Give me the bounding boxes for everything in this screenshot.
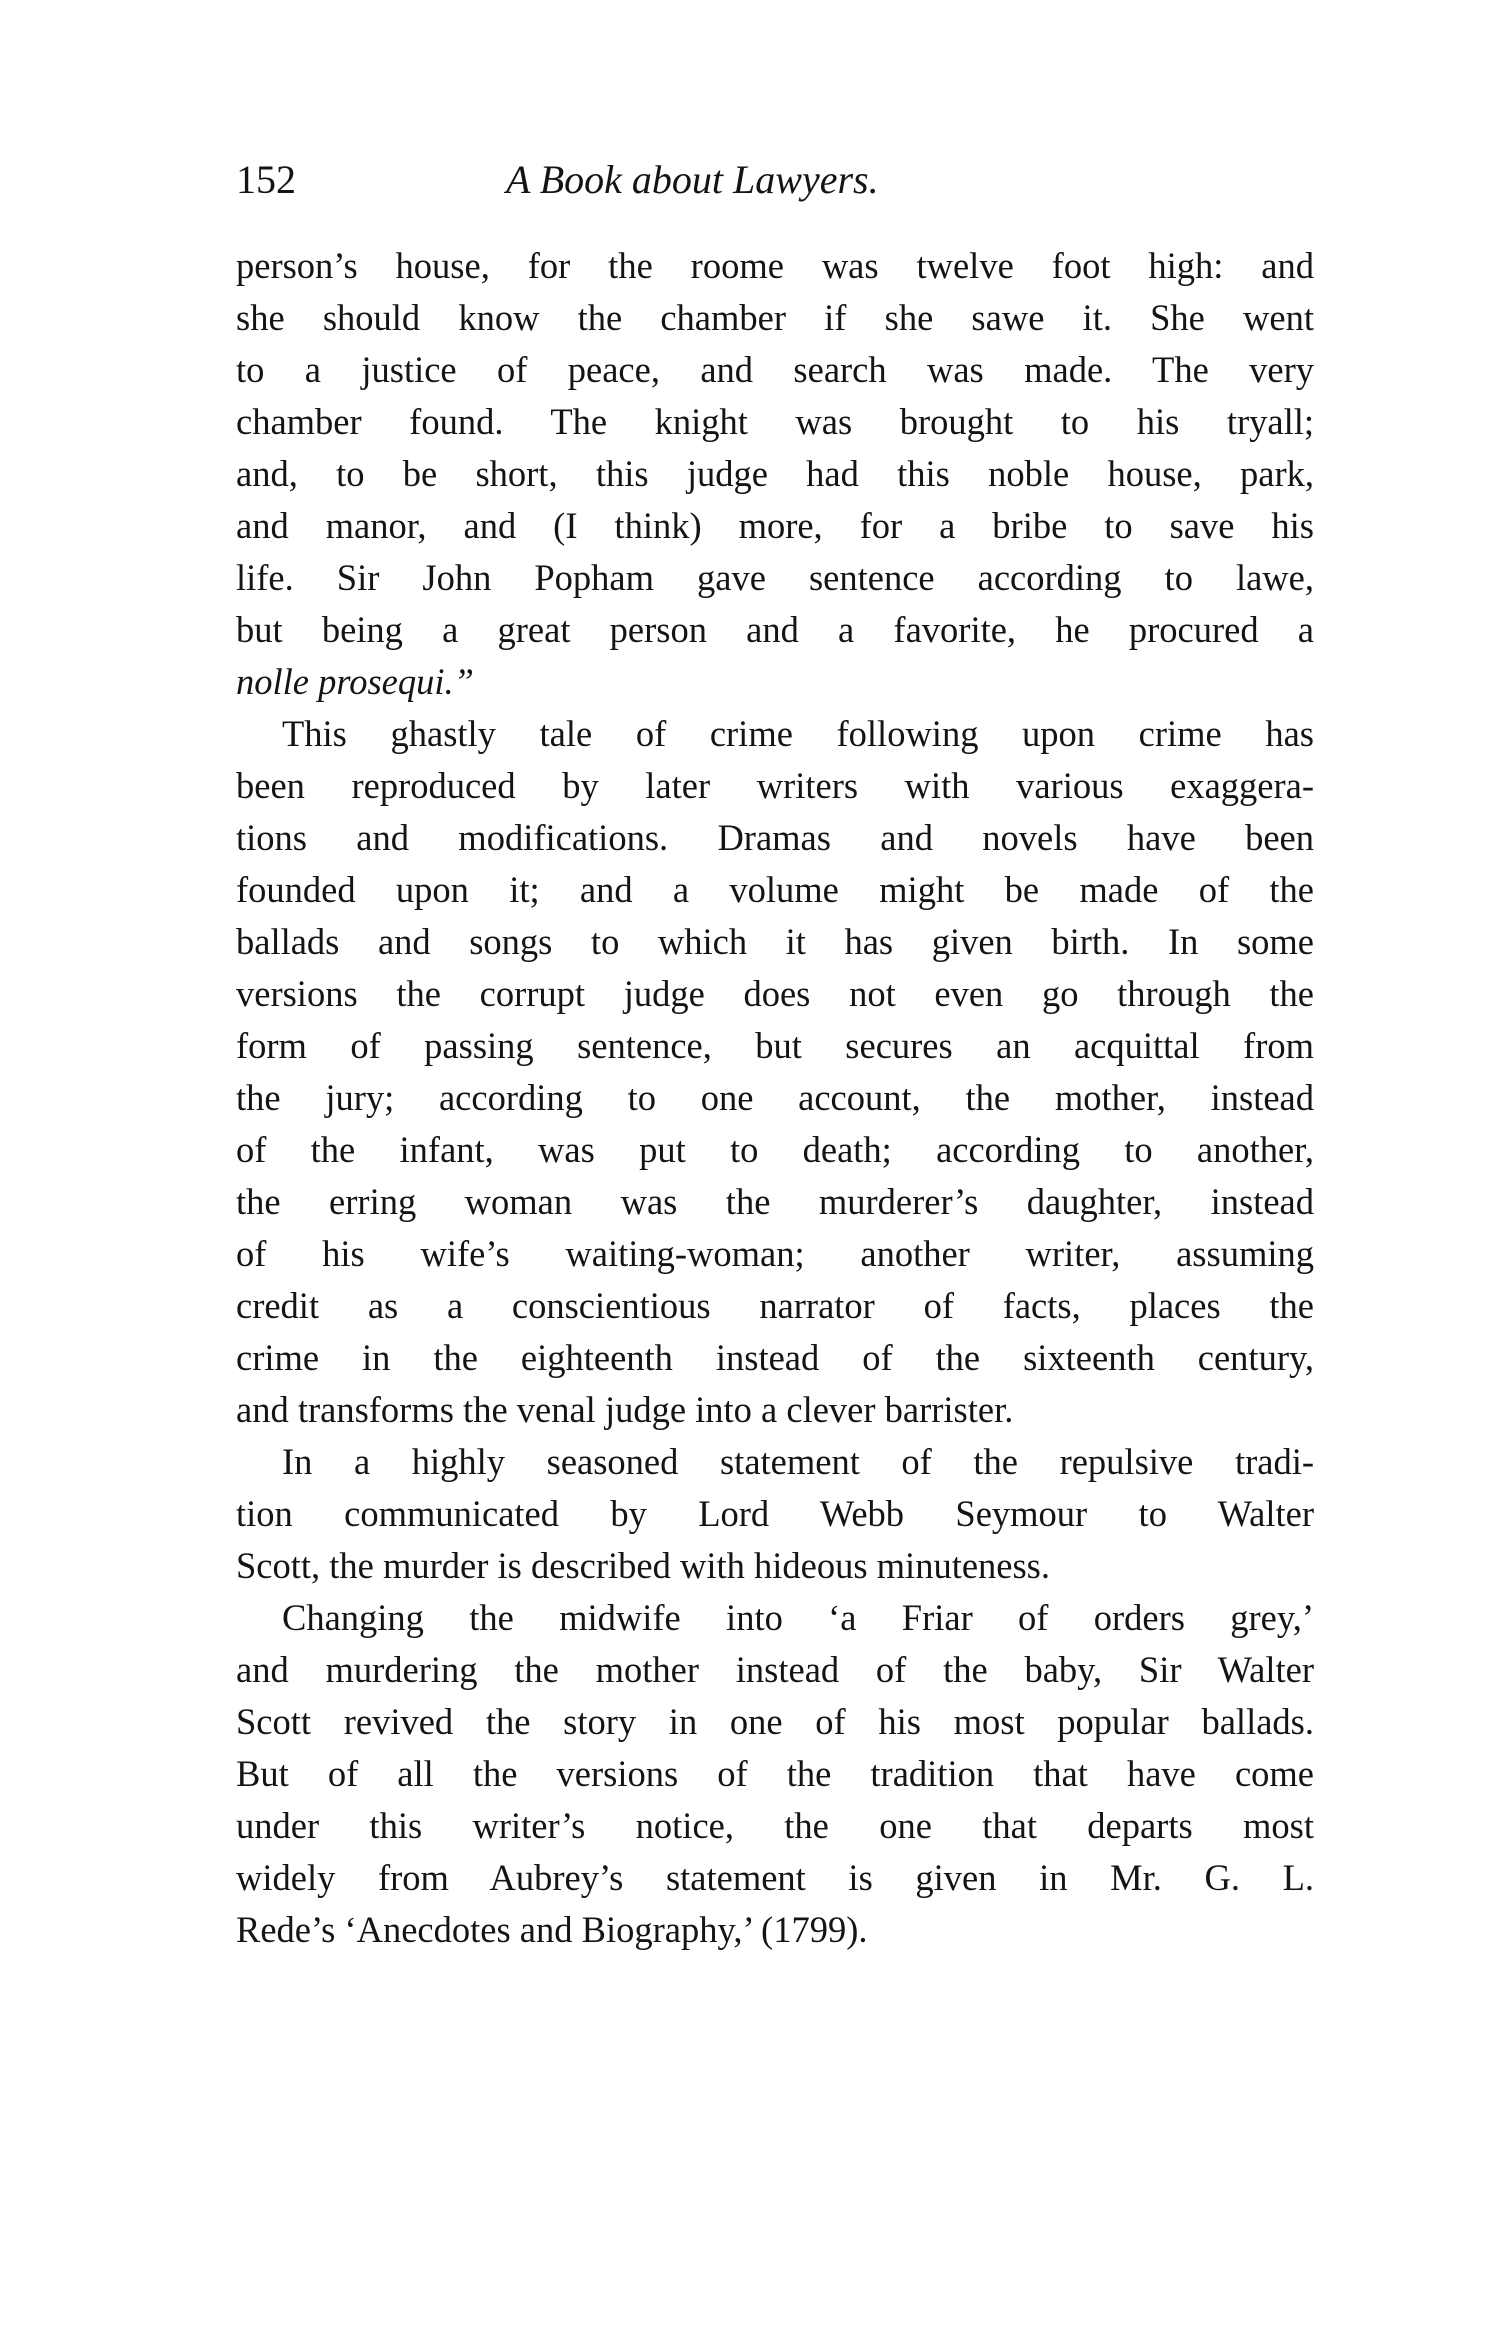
text-line: Rede’s ‘Anecdotes and Biography,’ (1799). xyxy=(236,1909,868,1950)
paragraph-continuation xyxy=(236,240,1314,708)
text-line: Scott revived the story in one of his most popular ballads. xyxy=(236,1701,1314,1742)
text-line: Changing the midwife into ‘a Friar of orders grey,’ xyxy=(282,1597,1314,1638)
text-line: to a justice of peace, and search was made. The very xyxy=(236,349,1314,390)
text-line: person’s house, for the roome was twelve foot high: and xyxy=(236,245,1314,286)
text-line: In a highly seasoned statement of the repulsive tradi- xyxy=(282,1441,1314,1482)
text-line: tion communicated by Lord Webb Seymour to Walter xyxy=(236,1493,1314,1534)
text-line: But of all the versions of the tradition that have come xyxy=(236,1753,1314,1794)
text-line: of the infant, was put to death; according to another, xyxy=(236,1129,1314,1170)
running-header xyxy=(236,150,1026,210)
text-line: versions the corrupt judge does not even go through the xyxy=(236,973,1314,1014)
page-number: 152 xyxy=(236,157,296,202)
text-line: life. Sir John Popham gave sentence according to lawe, xyxy=(236,557,1314,598)
text-line: crime in the eighteenth instead of the sixteenth century, xyxy=(236,1337,1314,1378)
text-line: of his wife’s waiting-woman; another writer, assuming xyxy=(236,1233,1314,1274)
text-line: ballads and songs to which it has given birth. In some xyxy=(236,921,1314,962)
paragraph-seasoned-statement xyxy=(236,1436,1314,1592)
text-line: founded upon it; and a volume might be made of the xyxy=(236,869,1314,910)
text-line: but being a great person and a favorite, he procured a xyxy=(236,609,1314,650)
text-line: and transforms the venal judge into a clever barrister. xyxy=(236,1389,1014,1430)
paragraph-friar xyxy=(236,1592,1314,1956)
text-line: under this writer’s notice, the one that departs most xyxy=(236,1805,1314,1846)
text-line: Scott, the murder is described with hideous minuteness. xyxy=(236,1545,1051,1586)
text-line: credit as a conscientious narrator of facts, places the xyxy=(236,1285,1314,1326)
text-line: chamber found. The knight was brought to his tryall; xyxy=(236,401,1314,442)
text-line: widely from Aubrey’s statement is given in Mr. G. L. xyxy=(236,1857,1314,1898)
text-line: the erring woman was the murderer’s daughter, instead xyxy=(236,1181,1314,1222)
text-line: form of passing sentence, but secures an acquittal from xyxy=(236,1025,1314,1066)
text-line: the jury; according to one account, the mother, instead xyxy=(236,1077,1314,1118)
latin-phrase: nolle prosequi.” xyxy=(236,661,474,702)
text-line: and murdering the mother instead of the baby, Sir Walter xyxy=(236,1649,1314,1690)
body-text xyxy=(236,240,1314,1956)
text-line: and, to be short, this judge had this noble house, park, xyxy=(236,453,1314,494)
text-line: she should know the chamber if she sawe it. She went xyxy=(236,297,1314,338)
text-line xyxy=(236,656,1314,708)
text-line: been reproduced by later writers with various exaggera- xyxy=(236,765,1314,806)
text-line: and manor, and (I think) more, for a bribe to save his xyxy=(236,505,1314,546)
paragraph-ghastly-tale xyxy=(236,708,1314,1436)
text-line: This ghastly tale of crime following upon crime has xyxy=(282,713,1314,754)
running-title: A Book about Lawyers. xyxy=(506,157,879,202)
text-line: tions and modifications. Dramas and novels have been xyxy=(236,817,1314,858)
